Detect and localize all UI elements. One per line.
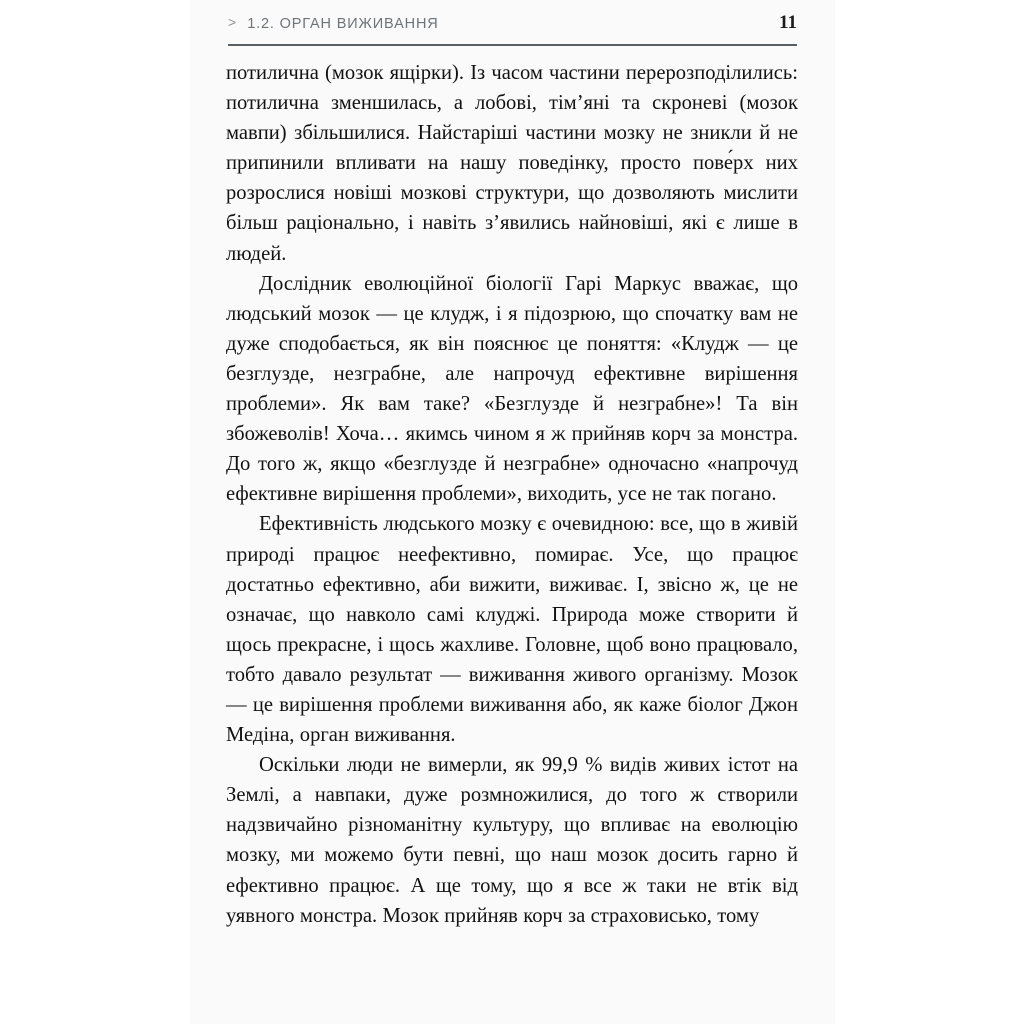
paragraph: потилична (мозок ящірки). Із часом частини перерозподілились: потилична зменшилась, а лобові, тім’яні та скроневі (мозок мавпи) збільшилися. Найстаріші частини мозку не зникли й не припинили впливати на нашу поведінку, просто пове́рх них розрослися новіші мозкові структури, що дозволяють мислити більш раціонально, і навіть з’явились найновіші, які є лише в людей. <box>226 62 798 265</box>
chevron-right-icon: > <box>228 14 237 30</box>
paragraph: Оскільки люди не вимерли, як 99,9 % видів живих істот на Землі, а навпаки, дуже розмножилися, до того ж створили надзвичайно різноманітну культуру, що впливає на еволюцію мозку, ми можемо бути певні, що наш мозок досить гарно й ефективно працює. А ще тому, що я все ж таки не втік від уявного монстра. Мозок прийняв корч за страховисько, тому <box>226 754 798 927</box>
section-title: 1.2. ОРГАН ВИЖИВАННЯ <box>247 16 439 32</box>
book-page-sheet <box>190 0 835 1024</box>
running-header <box>228 12 797 46</box>
paragraph: Дослідник еволюційної біології Гарі Маркус вважає, що людський мозок — це клудж, і я підозрюю, що спочатку вам не дуже сподобається, як він пояснює це поняття: «Клудж — це безглузде, незграбне, але напрочуд ефективне вирішення проблеми». Як вам таке? «Безглузде й незграбне»! Та він збожеволів! Хоча… якимсь чином я ж прийняв корч за монстра. До того ж, якщо «безглузде й незграбне» одночасно «напрочуд ефективне вирішення проблеми», виходить, усе не так погано. <box>226 272 798 506</box>
page-number: 11 <box>779 12 797 33</box>
body-text-column <box>226 58 798 931</box>
paragraph: Ефективність людського мозку є очевидною: все, що в живій природі працює неефективно, помирає. Усе, що працює достатньо ефективно, аби вижити, виживає. І, звісно ж, це не означає, що навколо самі клуджі. Природа може створити й щось прекрасне, і щось жахливе. Головне, щоб воно працювало, тобто давало результат — виживання живого організму. Мозок — це вирішення проблеми виживання або, як каже біолог Джон Медіна, орган виживання. <box>226 513 798 747</box>
running-header-left <box>228 16 439 32</box>
